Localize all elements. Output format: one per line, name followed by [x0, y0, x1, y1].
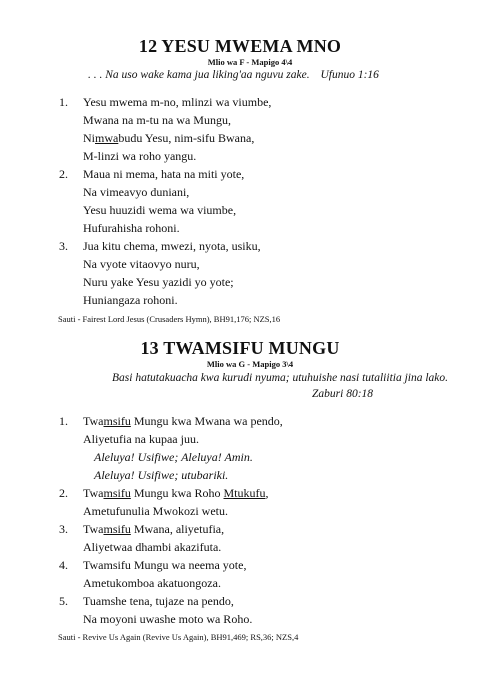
verse-line: Yesu huuzidi wema wa viumbe,	[83, 203, 237, 217]
chorus-line: Aleluya! Usifiwe; utubariki.	[94, 468, 229, 482]
verse-line: Na moyoni uwashe moto wa Roho.	[83, 612, 253, 626]
verse-line: Aliyetwaa dhambi akazifuta.	[83, 540, 222, 554]
verse-line: Hufurahisha rohoni.	[83, 221, 180, 235]
verse-line: Na vyote vitaovyo nuru,	[83, 257, 200, 271]
hymn-13-epigraph-reference: Zaburi 80:18	[312, 388, 374, 400]
verse-number: 2.	[59, 486, 68, 500]
epigraph-reference: Ufunuo 1:16	[320, 69, 379, 81]
verse-line: Nuru yake Yesu yazidi yo yote;	[83, 275, 234, 289]
verse-line: Yesu mwema m-no, mlinzi wa viumbe,	[83, 95, 272, 109]
verse-line: Aliyetufia na kupaa juu.	[83, 432, 199, 446]
verse-line: Ametufunulia Mwokozi wetu.	[83, 504, 228, 518]
verse-line: Twamsifu Mwana, aliyetufia,	[83, 522, 225, 536]
verse-number: 5.	[59, 594, 68, 608]
tune-note: Sauti - Fairest Lord Jesus (Crusaders Hymn), BH91,176; NZS,16	[58, 314, 281, 324]
hymn-13-epigraph: Basi hatutakuacha kwa kurudi nyuma; utuhuishe nasi tutaliitia jina lako.	[112, 372, 449, 384]
verse-line: M-linzi wa roho yangu.	[83, 149, 197, 163]
verse-number: 1.	[59, 414, 68, 428]
chorus-line: Aleluya! Usifiwe; Aleluya! Amin.	[94, 450, 253, 464]
hymn-12-subtitle: Mlio wa F - Mapigo 4\4	[207, 57, 293, 67]
hymn-12-epigraph	[88, 69, 379, 81]
verse-number: 4.	[59, 558, 68, 572]
tune-note: Sauti - Revive Us Again (Revive Us Again), BH91,469; RS,36; NZS,4	[58, 632, 299, 642]
verse-line: Maua ni mema, hata na miti yote,	[83, 167, 245, 181]
verse-number: 3.	[59, 522, 68, 536]
hymn-12-title: 12 YESU MWEMA MNO	[138, 36, 342, 56]
verse-number: 1.	[59, 95, 68, 109]
verse-line: Huniangaza rohoni.	[83, 293, 178, 307]
verse-line: Ametukomboa akatuongoza.	[83, 576, 221, 590]
verse-line: Tuamshe tena, tujaze na pendo,	[83, 594, 234, 608]
hymn-13-title: 13 TWAMSIFU MUNGU	[140, 338, 340, 358]
verse-number: 2.	[59, 167, 68, 181]
verse-line: Nimwabudu Yesu, nim-sifu Bwana,	[83, 131, 255, 145]
verse-line: Jua kitu chema, mwezi, nyota, usiku,	[83, 239, 261, 253]
verse-line: Twamsifu Mungu wa neema yote,	[83, 558, 247, 572]
epigraph-text: . . . Na uso wake kama jua liking'aa nguvu zake.	[88, 69, 310, 81]
verse-line: Na vimeavyo duniani,	[83, 185, 190, 199]
verse-line: Twamsifu Mungu kwa Mwana wa pendo,	[83, 414, 283, 428]
verse-line: Mwana na m-tu na wa Mungu,	[83, 113, 231, 127]
verse-number: 3.	[59, 239, 68, 253]
hymn-13-subtitle: Mlio wa G - Mapigo 3\4	[206, 359, 294, 369]
verse-line: Twamsifu Mungu kwa Roho Mtukufu,	[83, 486, 269, 500]
